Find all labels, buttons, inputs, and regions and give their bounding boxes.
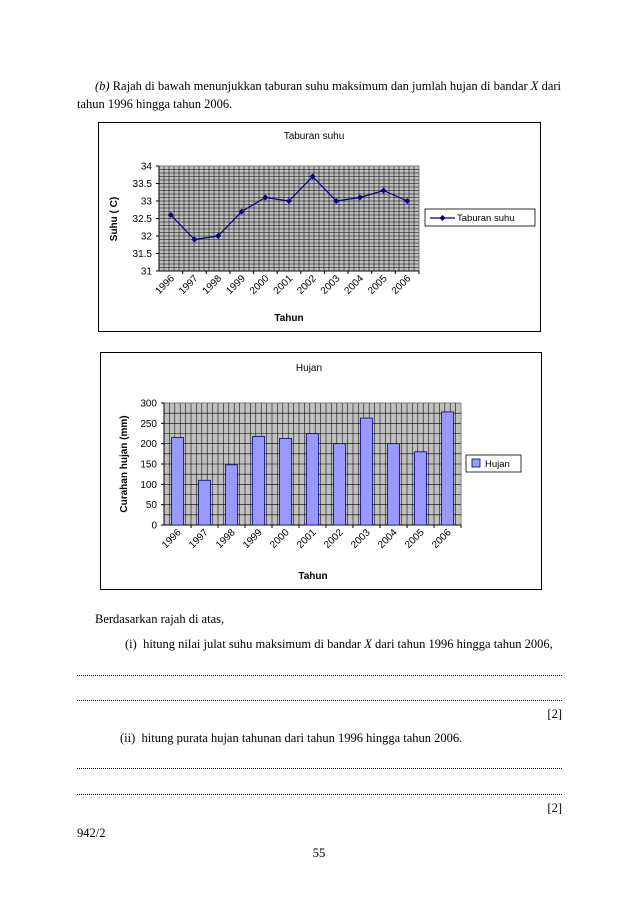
y-tick-label: 150 <box>140 459 157 471</box>
chart-title: Taburan suhu <box>283 131 345 142</box>
x-tick-label: 1996 <box>153 273 177 297</box>
x-tick-label: 1998 <box>200 273 225 297</box>
x-tick-labels <box>160 525 461 551</box>
bar <box>307 434 319 526</box>
y-tick-labels <box>133 162 159 278</box>
y-tick-label: 32 <box>140 231 152 243</box>
y-tick-label: 200 <box>140 439 157 451</box>
y-tick-label: 34 <box>140 161 152 173</box>
x-tick-labels <box>153 271 419 297</box>
bar <box>172 438 184 525</box>
bar <box>388 444 400 525</box>
lead-in: Berdasarkan rajah di atas, <box>95 612 225 626</box>
bar <box>226 465 238 525</box>
y-tick-label: 100 <box>140 479 157 491</box>
x-axis-label: Tahun <box>274 313 304 324</box>
answer-line[interactable] <box>77 768 562 769</box>
x-tick-label: 2005 <box>403 527 427 551</box>
temperature-chart-svg <box>99 123 540 331</box>
x-tick-label: 2003 <box>349 527 373 551</box>
marks-ii: [2] <box>547 801 562 815</box>
sub-question-ii-text: hitung purata hujan tahunan dari tahun 1996 hingga tahun 2006. <box>141 731 463 745</box>
x-tick-label: 1996 <box>160 527 184 551</box>
y-tick-label: 50 <box>145 500 157 512</box>
intro-text-b: dari tahun 1996 hingga tahun 2006. <box>77 79 562 111</box>
y-tick-label: 32.5 <box>132 214 152 225</box>
x-tick-label: 2004 <box>342 273 367 297</box>
x-tick-label: 2006 <box>430 527 454 551</box>
x-tick-label: 2000 <box>268 527 292 551</box>
x-tick-label: 1997 <box>187 527 211 551</box>
x-tick-label: 2005 <box>366 273 390 297</box>
sub-question-i <box>125 637 553 652</box>
y-axis-label: Curahan hujan (mm) <box>119 415 130 513</box>
bar <box>334 444 346 525</box>
rainfall-chart <box>100 352 542 590</box>
sub-question-i-number: (i) <box>125 637 137 651</box>
intro-text-a: Rajah di bawah menunjukkan taburan suhu maksimum dan jumlah hujan di bandar <box>109 79 531 93</box>
answer-line[interactable] <box>77 700 562 701</box>
legend <box>466 455 521 472</box>
bar <box>253 436 265 525</box>
x-tick-label: 2006 <box>389 273 414 297</box>
x-tick-label: 2001 <box>271 273 296 297</box>
marks-i: [2] <box>547 707 562 721</box>
sub-question-i-text-a: hitung nilai julat suhu maksimum di bandar <box>143 637 365 651</box>
rainfall-chart-svg <box>101 353 541 589</box>
bar <box>280 438 292 525</box>
y-tick-label: 33 <box>140 196 152 208</box>
legend-swatch-icon <box>472 459 480 467</box>
chart-title: Hujan <box>295 363 323 374</box>
x-axis-label: Tahun <box>298 571 328 582</box>
bar <box>415 452 427 525</box>
intro-variable: X <box>530 79 539 93</box>
temperature-chart <box>98 122 541 332</box>
x-tick-label: 1999 <box>224 273 248 297</box>
bar <box>442 412 454 525</box>
part-label: (b) <box>95 79 110 93</box>
sub-question-ii <box>120 731 462 746</box>
y-tick-label: 33.5 <box>132 179 152 190</box>
x-tick-label: 2000 <box>247 273 272 297</box>
y-tick-label: 300 <box>140 398 157 410</box>
answer-line[interactable] <box>77 794 562 795</box>
sub-question-i-variable: X <box>364 637 372 651</box>
x-tick-label: 2002 <box>322 527 346 551</box>
y-tick-label: 250 <box>140 418 157 430</box>
bar <box>199 480 211 525</box>
x-tick-label: 1998 <box>214 527 238 551</box>
y-tick-label: 31 <box>140 266 152 278</box>
y-tick-label: 31.5 <box>132 249 152 260</box>
sub-question-i-text-b: dari tahun 1996 hingga tahun 2006, <box>371 637 553 651</box>
sub-question-ii-number: (ii) <box>120 731 136 745</box>
paper-code: 942/2 <box>77 826 106 840</box>
question-intro <box>77 77 561 113</box>
x-tick-label: 2004 <box>376 527 400 551</box>
x-tick-label: 2002 <box>295 273 319 297</box>
y-tick-label: 0 <box>151 520 157 532</box>
legend-label: Taburan suhu <box>457 213 515 224</box>
x-tick-label: 2001 <box>295 527 319 551</box>
legend <box>425 209 535 226</box>
bar <box>361 418 373 525</box>
y-axis-label: Suhu ( C) <box>109 196 120 242</box>
y-tick-labels <box>140 399 164 532</box>
answer-line[interactable] <box>77 675 562 676</box>
x-tick-label: 1999 <box>241 527 265 551</box>
page-number: 55 <box>312 846 326 860</box>
x-tick-label: 1997 <box>177 273 201 297</box>
legend-label: Hujan <box>485 459 510 470</box>
x-tick-label: 2003 <box>318 273 343 297</box>
